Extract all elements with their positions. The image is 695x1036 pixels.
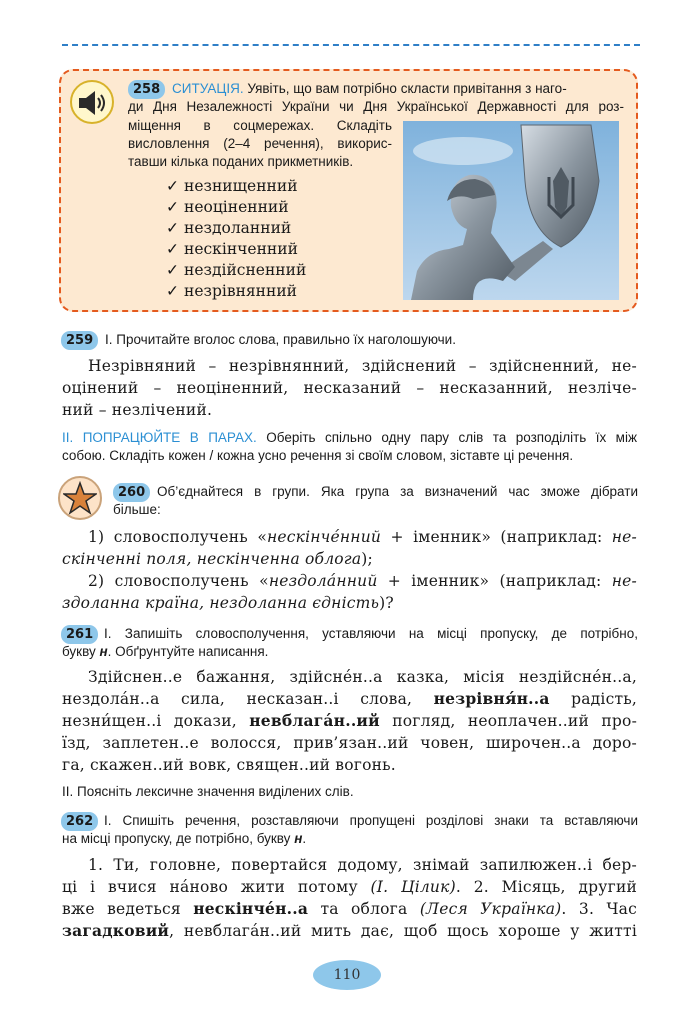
checkmark-icon: ✓ bbox=[166, 240, 179, 258]
exercise-258-line-5: тавши кілька поданих прикметників. bbox=[128, 154, 354, 169]
checkmark-icon: ✓ bbox=[166, 219, 179, 237]
page-number: 110 bbox=[313, 960, 381, 990]
exercise-260-item-2-line-1: 2) словосполучень «нездола́нний + іменник» (наприклад: не- bbox=[88, 572, 637, 590]
star-icon bbox=[58, 476, 102, 520]
exercise-262-line-4: загадковий, невблагáн..ий мить дає, щоб щось хороше у житті bbox=[62, 921, 637, 940]
exercise-258-line-3: міщення в соцмережах. Складіть bbox=[128, 118, 392, 133]
exercise-261-task-1-line-1: І. Запишіть словосполучення, уставляючи на місці пропуску, де потрібно, bbox=[104, 626, 638, 641]
exercise-262-line-1: 1. Ти, головне, повертайся додому, знімай запилюжен..і бер- bbox=[88, 856, 637, 874]
exercise-262-task-line-2: на місці пропуску, де потрібно, букву н. bbox=[62, 831, 307, 846]
exercise-262-line-3: вже ведеться нескінчéн..а та облога (Леся Українка). 3. Час bbox=[62, 899, 637, 918]
situation-label: СИТУАЦІЯ. bbox=[172, 81, 244, 96]
list-item: ✓ неоціненний bbox=[166, 198, 289, 216]
exercise-number-261: 261 bbox=[61, 625, 98, 644]
list-item: ✓ нескінченний bbox=[166, 240, 298, 258]
checkmark-icon: ✓ bbox=[166, 261, 179, 279]
exercise-260-item-2-line-2: здоланна країна, нездоланна єдність)? bbox=[62, 594, 394, 612]
exercise-258-line-2: ди Дня Незалежності України чи Дня Української Державності для роз- bbox=[128, 99, 624, 114]
list-item: ✓ незрівнянний bbox=[166, 282, 297, 300]
exercise-259-task-1: І. Прочитайте вголос слова, правильно їх наголошуючи. bbox=[105, 332, 456, 347]
exercise-260-item-1-line-1: 1) словосполучень «нескінче́нний + іменник» (наприклад: не- bbox=[88, 528, 637, 546]
exercise-262-task-line-1: І. Спишіть речення, розставляючи пропущені розділові знаки та вставляючи bbox=[104, 813, 638, 828]
exercise-261-line-1: Здійснен..е бажання, здійснéн..а казка, місія нездійснéн..а, bbox=[88, 668, 637, 686]
checkmark-icon: ✓ bbox=[166, 177, 179, 195]
exercise-258-line-4: висловлення (2–4 речення), викорис- bbox=[128, 136, 392, 151]
exercise-number-260: 260 bbox=[113, 483, 150, 502]
exercise-number-262: 262 bbox=[61, 812, 98, 831]
exercise-number-258: 258 bbox=[128, 80, 165, 99]
exercise-258-line-1: СИТУАЦІЯ. Уявіть, що вам потрібно скласти привітання з наго- bbox=[172, 81, 567, 96]
exercise-number-259: 259 bbox=[61, 331, 98, 350]
list-item: ✓ нездійсненний bbox=[166, 261, 307, 279]
exercise-260-line-2: більше: bbox=[113, 502, 161, 517]
motherland-monument-photo bbox=[403, 121, 619, 300]
exercise-259-words-line-1: Незрівняний – незрівнянний, здійснений – здійсненний, не- bbox=[88, 357, 637, 375]
checkmark-icon: ✓ bbox=[166, 198, 179, 216]
adjective-list bbox=[166, 176, 306, 302]
exercise-261-task-2: ІІ. Поясніть лексичне значення виділених слів. bbox=[62, 784, 354, 799]
exercise-261-line-2: нездолáн..а сила, несказан..і слова, незрівня́н..а радість, bbox=[62, 689, 638, 708]
checkmark-icon: ✓ bbox=[166, 282, 179, 300]
list-item: ✓ незнищенний bbox=[166, 177, 298, 195]
speaker-icon bbox=[70, 80, 114, 124]
exercise-259-words-line-2: оцінений – неоціненний, несказаний – несказанний, незліче- bbox=[62, 379, 637, 397]
exercise-261-line-3: незни́щен..і докази, невблагáн..ий погляд, неоплачен..ий про- bbox=[62, 711, 638, 730]
list-item: ✓ нездоланний bbox=[166, 219, 292, 237]
exercise-261-line-5: га, скажен..ий вовк, священ..ий вогонь. bbox=[62, 756, 396, 774]
exercise-261-line-4: їзд, заплетен..е волосся, прив’язан..ий човен, широчен..а доро- bbox=[62, 734, 637, 752]
top-dashed-divider bbox=[62, 44, 640, 46]
exercise-260-line-1: Об’єднайтеся в групи. Яка група за визначений час зможе дібрати bbox=[157, 484, 638, 499]
exercise-260-item-1-line-2: скінченні поля, нескінченна облога); bbox=[62, 550, 373, 568]
exercise-259-task-2-line-1: ІІ. ПОПРАЦЮЙТЕ В ПАРАХ. Оберіть спільно одну пару слів та розподіліть їх між bbox=[62, 430, 637, 445]
pair-work-label: ІІ. ПОПРАЦЮЙТЕ В ПАРАХ. bbox=[62, 430, 257, 445]
exercise-262-line-2: ці і вчися нáново жити потому (І. Цілик). 2. Місяць, другий bbox=[62, 878, 638, 896]
exercise-261-task-1-line-2: букву н. Обґрунтуйте написання. bbox=[62, 644, 269, 659]
exercise-259-task-2-line-2: собою. Складіть кожен / кожна усно речення зі своїм словом, зіставте ці речення. bbox=[62, 448, 574, 463]
exercise-259-words-line-3: ний – незлічений. bbox=[62, 401, 213, 419]
